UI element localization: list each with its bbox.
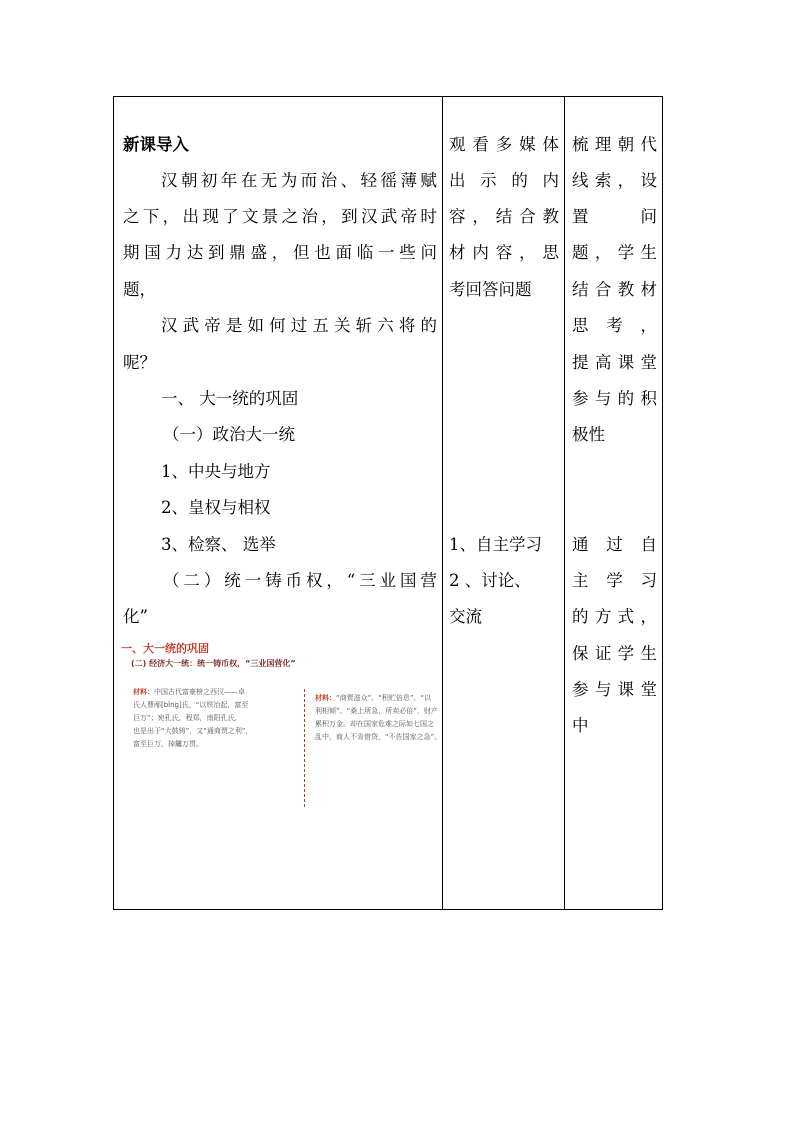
intent-line: 置 问 bbox=[572, 207, 657, 226]
intent-line: 极性 bbox=[572, 425, 605, 444]
material-right-line: 乱中，商人不肯借贷，“不佐国家之急”。 bbox=[315, 733, 442, 741]
intent-line: 中 bbox=[572, 716, 589, 735]
material-left-line: 也是出于“大鼓铸”，又“通商贾之利”， bbox=[133, 727, 253, 735]
intent-line: 题 ， 学 生 bbox=[572, 243, 657, 262]
material-label-left: 材料： bbox=[133, 688, 154, 696]
slide-image bbox=[121, 640, 451, 810]
material-left-line: 富至巨万，掉鑪万贯。 bbox=[133, 740, 203, 748]
outline-item-1: 1、中央与地方 bbox=[161, 462, 271, 481]
activity-line: 容 ， 结 合 教 bbox=[449, 207, 559, 226]
activity-line: 材 内 容 ， 思 bbox=[449, 243, 559, 262]
intro-line-3: 期 国 力 达 到 鼎 盛 ， 但 也 面 临 一 些 问 bbox=[123, 243, 437, 262]
material-right-line: 累积万金。却在国家危难之际如七国之 bbox=[315, 720, 434, 728]
activity-line: 出 示 的 内 bbox=[449, 171, 559, 190]
material-label-right: 材料： bbox=[315, 694, 336, 702]
outline-item-politics: （一）政治大一统 bbox=[163, 425, 295, 444]
slide-title: 一、大一统的巩固 bbox=[121, 642, 209, 655]
slide-material-left bbox=[133, 686, 303, 751]
intent-line: 梳 理 朝 代 bbox=[572, 135, 657, 154]
question-line-2: 呢？ bbox=[123, 353, 156, 372]
outline-item-2: 2、皇权与相权 bbox=[161, 498, 271, 517]
material-left-line: 氏人曹邴[bǐng]氏，“以铁冶起，富至 bbox=[133, 701, 249, 709]
outline-item-economy-cont: 化” bbox=[123, 607, 148, 626]
outline-item-economy: （ 二 ） 统 一 铸 币 权 ， “ 三 业 国 营 bbox=[163, 571, 437, 590]
intent-line: 结 合 教 材 bbox=[572, 280, 657, 299]
material-right-line: “商贾滋众”、“积贮倍息”、“以 bbox=[336, 694, 432, 702]
intro-line-1: 汉 朝 初 年 在 无 为 而 治 、 轻 徭 薄 赋 bbox=[161, 171, 437, 190]
material-right-line: 利相倾”、“桑上所急，所卖必倍”，财产 bbox=[315, 707, 438, 715]
column-divider-2 bbox=[564, 97, 565, 909]
intent-line: 通 过 自 bbox=[572, 535, 657, 554]
intent-line: 提 高 课 堂 bbox=[572, 353, 657, 372]
slide-divider bbox=[304, 689, 305, 807]
intent-line: 参 与 的 积 bbox=[572, 389, 657, 408]
intent-line: 线 索 ， 设 bbox=[572, 171, 657, 190]
material-left-line: 中国古代富豪榜之西汉——卓 bbox=[154, 688, 245, 696]
question-line-1: 汉 武 帝 是 如 何 过 五 关 斩 六 将 的 bbox=[161, 316, 437, 335]
outline-item-3: 3、检察、 选举 bbox=[161, 535, 276, 554]
activity-line: 考回答问题 bbox=[449, 280, 532, 299]
intro-line-2: 之 下 ， 出 现 了 文 景 之 治 ， 到 汉 武 帝 时 bbox=[123, 207, 437, 226]
outline-title: 一、 大一统的巩固 bbox=[161, 389, 299, 408]
intent-line: 思 考 ， bbox=[572, 316, 657, 335]
slide-material-right bbox=[315, 692, 451, 744]
intent-line: 保 证 学 生 bbox=[572, 644, 657, 663]
section-heading: 新课导入 bbox=[123, 135, 189, 154]
activity-line: 1、自主学习 bbox=[449, 535, 542, 554]
intent-line: 的 方 式 ， bbox=[572, 607, 657, 626]
intro-line-4: 题， bbox=[123, 280, 156, 299]
intent-line: 主 学 习 bbox=[572, 571, 657, 590]
activity-line: 观 看 多 媒 体 bbox=[449, 135, 559, 154]
lesson-table bbox=[113, 96, 663, 910]
activity-line: 2 、讨论、 bbox=[449, 571, 531, 590]
slide-subtitle: (二) 经济大一统：统一铸币权，“三业国营化” bbox=[131, 659, 296, 668]
intent-line: 参 与 课 堂 bbox=[572, 680, 657, 699]
activity-line: 交流 bbox=[449, 607, 482, 626]
material-left-line: 巨万”；宛孔氏，程郑，南阳孔氏， bbox=[133, 714, 242, 722]
